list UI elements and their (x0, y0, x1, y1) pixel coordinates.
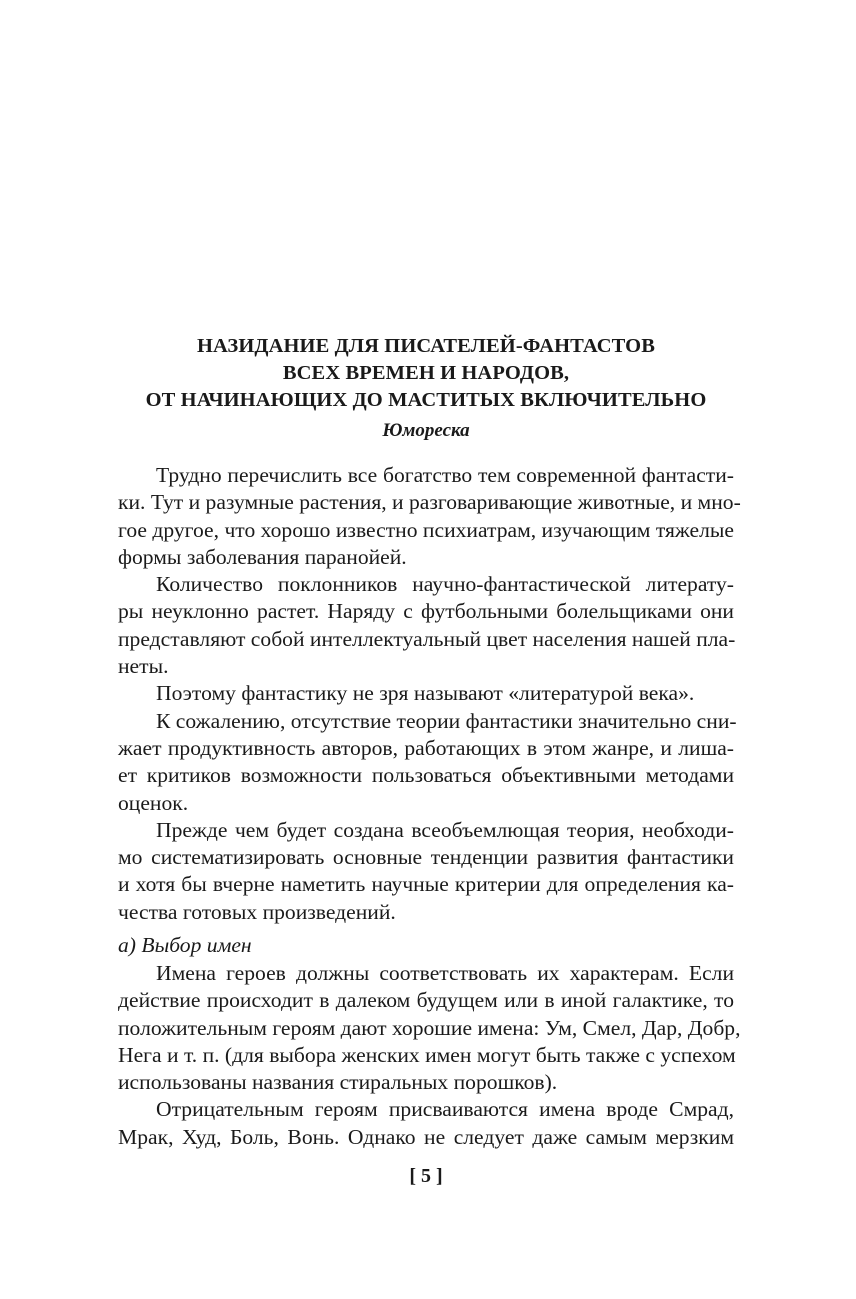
chapter-title (118, 333, 734, 414)
text-line: Мрак, Худ, Боль, Вонь. Однако не следует даже самым мерзким (118, 1124, 734, 1149)
section-a-text (118, 960, 741, 1151)
text-line: Прежде чем будет создана всеобъемлющая теория, необходи- (156, 817, 734, 842)
page-number: [ 5 ] (409, 1165, 443, 1187)
text-line: ет критиков возможности пользоваться объективными методами (118, 763, 734, 788)
text-line: использованы названия стиральных порошков). (118, 1070, 558, 1095)
text-line: Трудно перечислить все богатство тем современной фантасти- (156, 463, 734, 487)
paragraph (118, 708, 737, 817)
chapter-subtitle: Юмореска (382, 420, 470, 441)
book-page (118, 0, 741, 1299)
paragraph (118, 680, 734, 707)
text-line: ры неуклонно растет. Наряду с футбольными болельщиками они (118, 599, 734, 624)
text-line: Количество поклонников научно-фантастической литерату- (156, 572, 734, 597)
text-line: положительным героям дают хорошие имена: Ум, Смел, Дар, Добр, (118, 1015, 741, 1040)
text-line: К сожалению, отсутствие теории фантастики значительно сни- (156, 708, 737, 733)
text-line: мо систематизировать основные тенденции развития фантастики (118, 845, 734, 870)
paragraph (118, 817, 734, 926)
text-line: гое другое, что хорошо известно психиатрам, изучающим тяжелые (118, 517, 734, 542)
title-line: НАЗИДАНИЕ ДЛЯ ПИСАТЕЛЕЙ-ФАНТАСТОВ (196, 335, 655, 357)
title-line: ОТ НАЧИНАЮЩИХ ДО МАСТИТЫХ ВКЛЮЧИТЕЛЬНО (145, 389, 707, 411)
text-line: и хотя бы вчерне наметить научные критерии для определения ка- (118, 872, 734, 897)
text-line: представляют собой интеллектуальный цвет населения нашей пла- (118, 626, 736, 651)
text-line: формы заболевания паранойей. (118, 544, 407, 569)
paragraph (118, 960, 741, 1096)
text-line: действие происходит в далеком будущем или в иной галактике, то (118, 988, 734, 1013)
title-line: ВСЕХ ВРЕМЕН И НАРОДОВ, (282, 362, 570, 384)
text-line: оценок. (118, 790, 189, 815)
section-heading (118, 932, 734, 959)
text-line: ки. Тут и разумные растения, и разговаривающие животные, и мно- (118, 490, 741, 515)
text-line: неты. (118, 654, 169, 679)
section-heading-text: а) Выбор имен (118, 933, 252, 957)
text-line: жает продуктивность авторов, работающих в этом жанре, и лиша- (118, 735, 734, 760)
intro-text (118, 462, 741, 926)
text-line: Нега и т. п. (для выбора женских имен могут быть также с успехом (118, 1042, 736, 1067)
text-line: Отрицательным героям присваиваются имена вроде Смрад, (156, 1097, 734, 1122)
paragraph (118, 1096, 734, 1151)
text-line: Имена героев должны соответствовать их характерам. Если (156, 961, 734, 985)
paragraph (118, 462, 741, 571)
text-line: Поэтому фантастику не зря называют «литературой века». (156, 681, 695, 706)
text-line: чества готовых произведений. (118, 899, 396, 924)
paragraph (118, 571, 734, 680)
